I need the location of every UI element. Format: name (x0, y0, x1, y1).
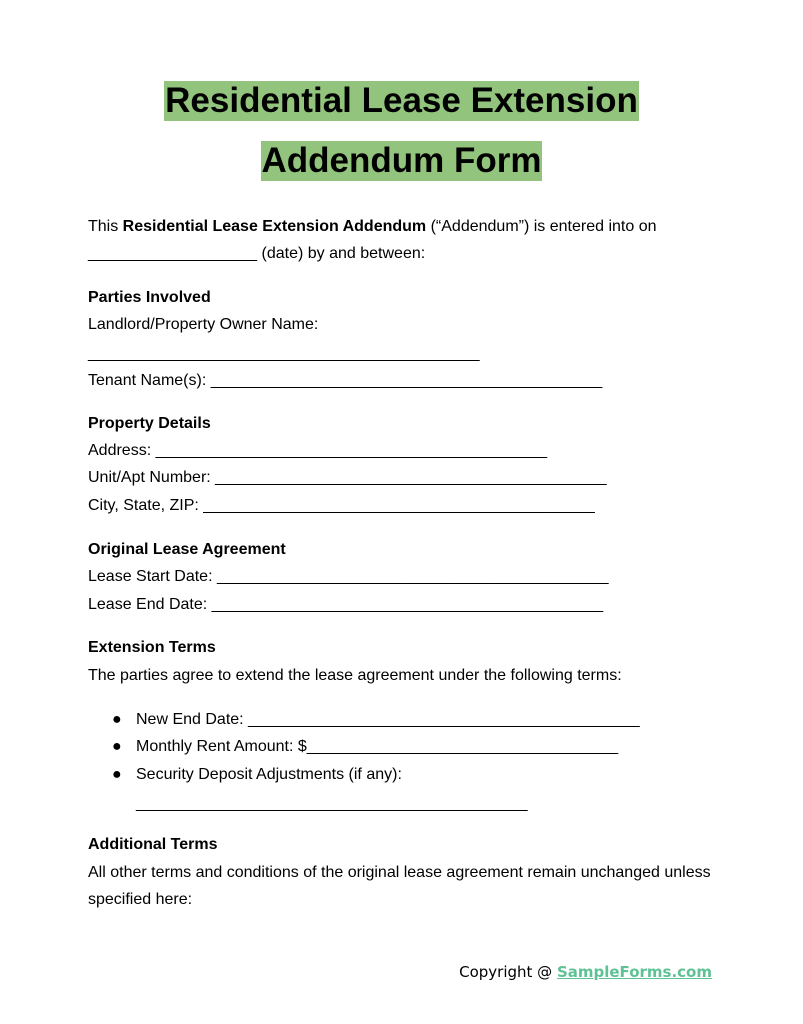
address-field[interactable]: Address: ____________________________________________ (88, 442, 548, 459)
bullet-icon: ● (112, 738, 122, 755)
extension-text: The parties agree to extend the lease agreement under the following terms: (88, 667, 622, 684)
additional-text-line-1: All other terms and conditions of the original lease agreement remain unchanged unless (88, 864, 711, 881)
title-line-2-wrap (0, 141, 803, 181)
additional-heading: Additional Terms (88, 836, 218, 853)
lease-end-field[interactable]: Lease End Date: ____________________________________________ (88, 596, 604, 613)
intro-line-2[interactable]: ___________________ (date) by and between: (88, 245, 426, 262)
tenant-field[interactable]: Tenant Name(s): ____________________________________________ (88, 372, 603, 389)
title-line-1-wrap (0, 81, 803, 121)
city-state-zip-field[interactable]: City, State, ZIP: ____________________________________________ (88, 497, 595, 514)
landlord-field[interactable]: ____________________________________________ (88, 345, 480, 362)
intro-line-1 (88, 213, 657, 240)
copyright-prefix: Copyright @ (459, 963, 557, 981)
new-end-date-field[interactable]: New End Date: ____________________________________________ (136, 711, 640, 728)
document-title-line-2: Addendum Form (261, 141, 542, 180)
property-heading: Property Details (88, 415, 211, 432)
monthly-rent-field[interactable]: Monthly Rent Amount: $___________________________________ (136, 738, 619, 755)
additional-text-line-2: specified here: (88, 891, 193, 908)
security-deposit-label: Security Deposit Adjustments (if any): (136, 766, 402, 783)
sampleforms-link[interactable]: SampleForms.com (556, 963, 712, 981)
bullet-icon: ● (112, 766, 122, 783)
bullet-icon: ● (112, 711, 122, 728)
extension-heading: Extension Terms (88, 639, 216, 656)
copyright-footer (459, 960, 712, 984)
security-deposit-field[interactable]: ____________________________________________ (136, 795, 528, 812)
document-title-line-1: Residential Lease Extension (165, 81, 638, 120)
intro-suffix: (“Addendum”) is entered into on (426, 218, 657, 235)
original-lease-heading: Original Lease Agreement (88, 541, 286, 558)
intro-prefix: This (88, 218, 123, 235)
intro-bold: Residential Lease Extension Addendum (122, 218, 427, 235)
parties-heading: Parties Involved (88, 289, 211, 306)
lease-start-field[interactable]: Lease Start Date: ____________________________________________ (88, 568, 609, 585)
unit-field[interactable]: Unit/Apt Number: ____________________________________________ (88, 469, 607, 486)
landlord-label: Landlord/Property Owner Name: (88, 316, 319, 333)
